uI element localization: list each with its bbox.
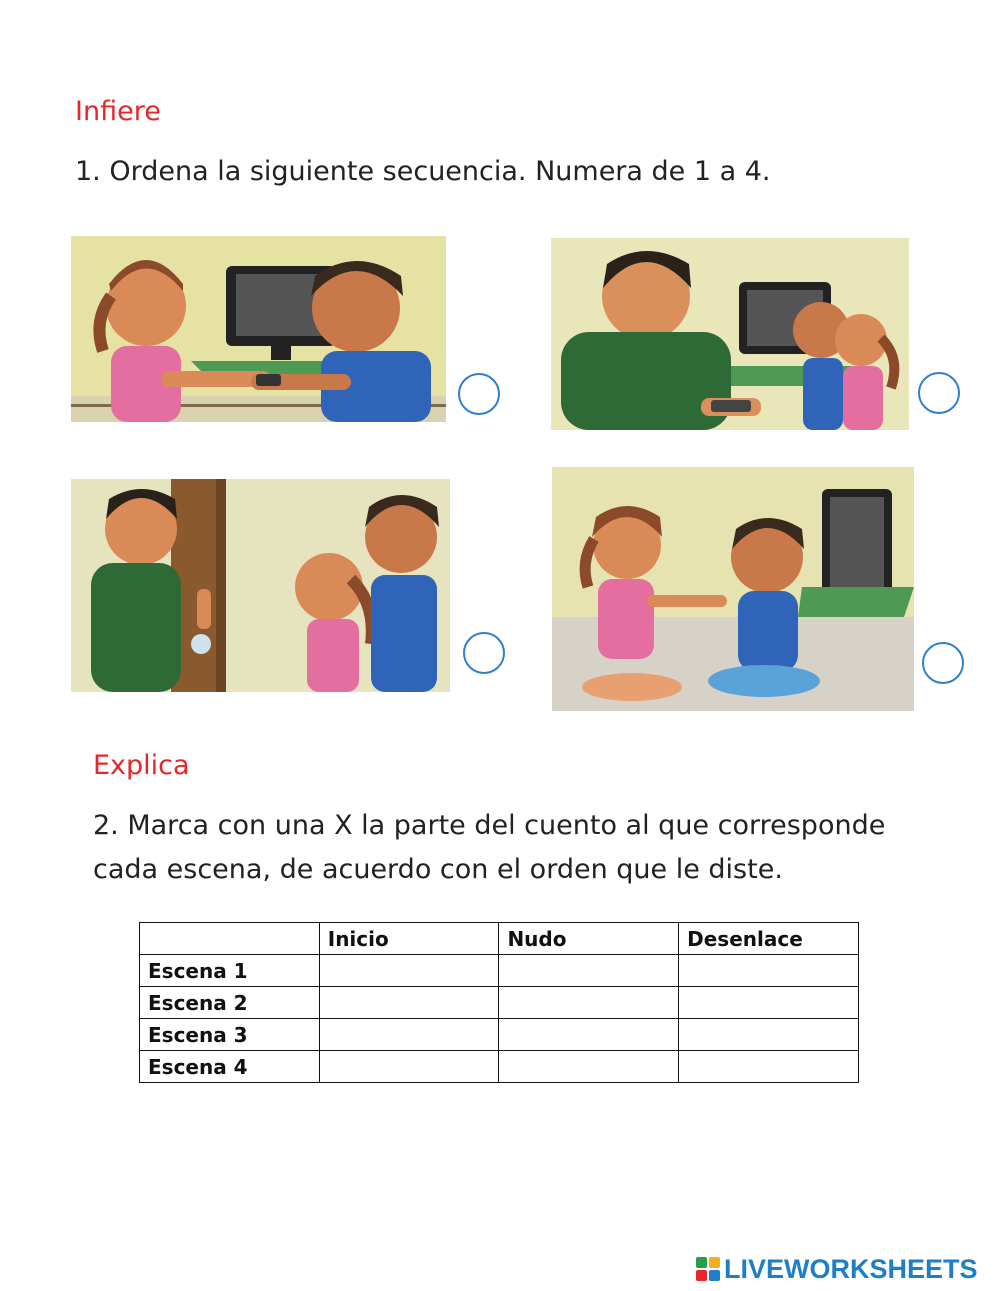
instruction-mark-x-line1: 2. Marca con una X la parte del cuento al que corresponde [93, 810, 886, 841]
logo-square-yellow [709, 1257, 720, 1268]
cell-escena-2-desenlace[interactable] [679, 987, 859, 1019]
logo-square-red [696, 1270, 707, 1281]
section-heading-explica: Explica [93, 750, 190, 781]
cell-escena-3-nudo[interactable] [499, 1019, 679, 1051]
cell-escena-4-inicio[interactable] [319, 1051, 499, 1083]
row-label-escena-4: Escena 4 [140, 1051, 320, 1083]
cell-escena-1-nudo[interactable] [499, 955, 679, 987]
scene-image-3 [71, 479, 450, 692]
cell-escena-3-inicio[interactable] [319, 1019, 499, 1051]
scene-image-2 [551, 238, 909, 430]
answer-circle-scene-3[interactable] [463, 632, 505, 674]
row-label-escena-3: Escena 3 [140, 1019, 320, 1051]
cell-escena-1-inicio[interactable] [319, 955, 499, 987]
answer-circle-scene-4[interactable] [922, 642, 964, 684]
cell-escena-2-inicio[interactable] [319, 987, 499, 1019]
table-header-row [140, 923, 859, 955]
table-row [140, 1051, 859, 1083]
instruction-mark-x-line2: cada escena, de acuerdo con el orden que le diste. [93, 854, 783, 885]
answer-circle-scene-1[interactable] [458, 373, 500, 415]
cell-escena-2-nudo[interactable] [499, 987, 679, 1019]
table-row [140, 987, 859, 1019]
table-row [140, 1019, 859, 1051]
table-header-empty [140, 923, 320, 955]
instruction-order-sequence: 1. Ordena la siguiente secuencia. Numera de 1 a 4. [75, 156, 771, 187]
story-parts-table [139, 922, 859, 1083]
brand-text: LIVEWORKSHEETS [724, 1253, 978, 1284]
cell-escena-4-desenlace[interactable] [679, 1051, 859, 1083]
table-header-inicio: Inicio [319, 923, 499, 955]
scene-image-1 [71, 236, 446, 422]
liveworksheets-brand [696, 1253, 978, 1285]
cell-escena-1-desenlace[interactable] [679, 955, 859, 987]
table-row [140, 955, 859, 987]
cell-escena-3-desenlace[interactable] [679, 1019, 859, 1051]
scene-image-4 [552, 467, 914, 711]
cell-escena-4-nudo[interactable] [499, 1051, 679, 1083]
logo-square-blue [709, 1270, 720, 1281]
table-header-desenlace: Desenlace [679, 923, 859, 955]
logo-square-green [696, 1257, 707, 1268]
row-label-escena-2: Escena 2 [140, 987, 320, 1019]
section-heading-infiere: Infiere [75, 96, 161, 127]
table-header-nudo: Nudo [499, 923, 679, 955]
liveworksheets-logo-icon [696, 1257, 720, 1281]
answer-circle-scene-2[interactable] [918, 372, 960, 414]
row-label-escena-1: Escena 1 [140, 955, 320, 987]
